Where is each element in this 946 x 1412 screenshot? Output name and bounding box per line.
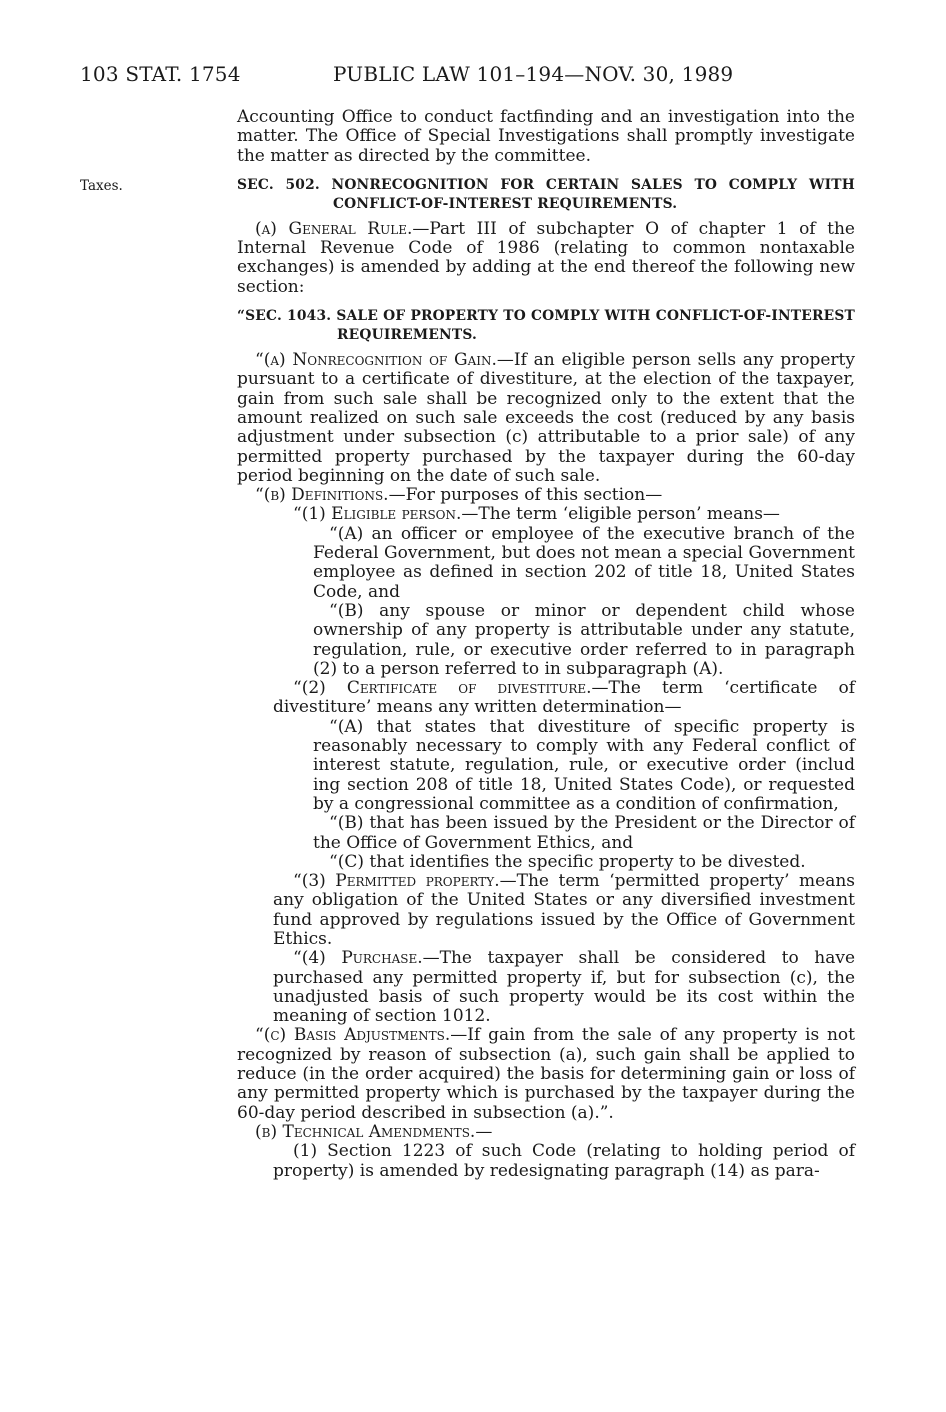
b4-heading: “(4) Purchase. bbox=[293, 948, 423, 969]
qc-text: —If gain from the sale of any property is not recognized by reason of subsection (a), such gain shall be applied to reduce (in the order acquired) the basis for determining gain or loss of any permitted property which is purchased by the taxpayer during the 60-day period described in subsection (a).”. bbox=[237, 1025, 855, 1123]
subparagraph-b2b: “(B) that has been issued by the President or the Director of the Office of Government Ethics, and bbox=[313, 813, 855, 853]
body-text bbox=[237, 108, 855, 1181]
section-1043-heading: “SEC. 1043. SALE OF PROPERTY TO COMPLY WITH CONFLICT-OF-INTEREST REQUIREMENTS. bbox=[237, 308, 855, 344]
intro-paragraph: Accounting Office to conduct factfinding and an investigation into the matter. The Office of Special Investigations shall promptly investigate the matter as directed by the committee. bbox=[237, 107, 855, 166]
qc-heading: “(c) Basis Adjustments. bbox=[255, 1025, 451, 1046]
section-502-heading: SEC. 502. NONRECOGNITION FOR CERTAIN SALES TO COMPLY WITH CONFLICT-OF-INTEREST REQUIREMENTS. bbox=[237, 176, 855, 212]
subsection-b-technical-amendments bbox=[237, 1123, 855, 1142]
b4-text: —The taxpayer shall be considered to have purchased any permitted property if, but for subsection (c), the unadjusted basis of such property would be its cost within the meaning of section 1012. bbox=[273, 948, 856, 1027]
paragraph-b1-eligible-person bbox=[237, 505, 855, 524]
public-law-title: PUBLIC LAW 101–194—NOV. 30, 1989 bbox=[333, 62, 734, 86]
subsection-a-heading: (a) General Rule. bbox=[255, 218, 413, 239]
qa-text: —If an eligible person sells any property pursuant to a certificate of divestiture, at the election of the taxpayer, gain from such sale shall be recognized only to the extent that the amount realized on such sale exceeds the cost (reduced by any basis adjustment under subsection (c) attributable to a prior sale) of any permitted property purchased by the taxpayer during the 60-day period beginning on the date of such sale. bbox=[237, 350, 855, 486]
paragraph-b3-permitted-property bbox=[237, 872, 855, 949]
subparagraph-b2c: “(C) that identifies the specific property to be divested. bbox=[329, 851, 806, 872]
b2-text: —The term ‘certificate of divestiture’ means any written determination— bbox=[273, 678, 856, 718]
qb-heading: “(b) Definitions. bbox=[255, 485, 389, 506]
paragraph-b2-certificate bbox=[237, 679, 855, 718]
subparagraph-b1a: “(A) an officer or employee of the executive branch of the Federal Government, but does not mean a special Government employee as defined in section 202 of title 18, United States Code, and bbox=[313, 523, 855, 602]
subsection-qa-nonrecognition bbox=[237, 351, 855, 486]
tb-text: — bbox=[475, 1121, 493, 1142]
qb-text: —For purposes of this section— bbox=[388, 485, 663, 506]
subsection-qb-definitions bbox=[237, 486, 855, 505]
b2-heading: “(2) Certificate of divestiture. bbox=[293, 678, 592, 699]
b3-text: —The term ‘permitted property’ means any obligation of the United States or any diversified investment fund approved by regulations issued by the Office of Government Ethics. bbox=[273, 871, 855, 949]
subsection-a-text: —Part III of subchapter O of chapter 1 of the Internal Revenue Code of 1986 (relating to common nontaxable exchanges) is amended by adding at the end thereof the following new section: bbox=[237, 218, 855, 297]
margin-note-taxes: Taxes. bbox=[80, 178, 123, 194]
subsection-qc-basis-adjustments bbox=[237, 1026, 855, 1122]
b1-heading: “(1) Eligible person. bbox=[293, 504, 462, 525]
subsection-a-general-rule bbox=[237, 220, 855, 297]
subparagraph-b1b: “(B) any spouse or minor or dependent child whose ownership of any property is attributable under any statute, regulation, rule, or executive order referred to in paragraph (2) to a person referred to in subparagraph (A). bbox=[313, 600, 855, 679]
b3-heading: “(3) Permitted property. bbox=[293, 871, 500, 892]
paragraph-b4-purchase bbox=[237, 949, 855, 1026]
amendment-paragraph-1: (1) Section 1223 of such Code (relating to holding period of property) is amended by redesignating paragraph (14) as para- bbox=[273, 1141, 855, 1181]
subparagraph-b2a: “(A) that states that divestiture of specific property is reasonably necessary to comply with any Federal conflict of interest statute, regulation, rule, or executive order (includ ing section 208 of title 18, United States Code), or requested by a congressional committee as a condition of confirmation, bbox=[313, 716, 855, 814]
tb-heading: (b) Technical Amendments. bbox=[255, 1121, 476, 1142]
stat-page-number: 103 STAT. 1754 bbox=[80, 62, 241, 86]
running-header bbox=[80, 62, 860, 88]
qa-heading: “(a) Nonrecognition of Gain. bbox=[255, 350, 497, 371]
b1-text: —The term ‘eligible person’ means— bbox=[461, 504, 780, 525]
